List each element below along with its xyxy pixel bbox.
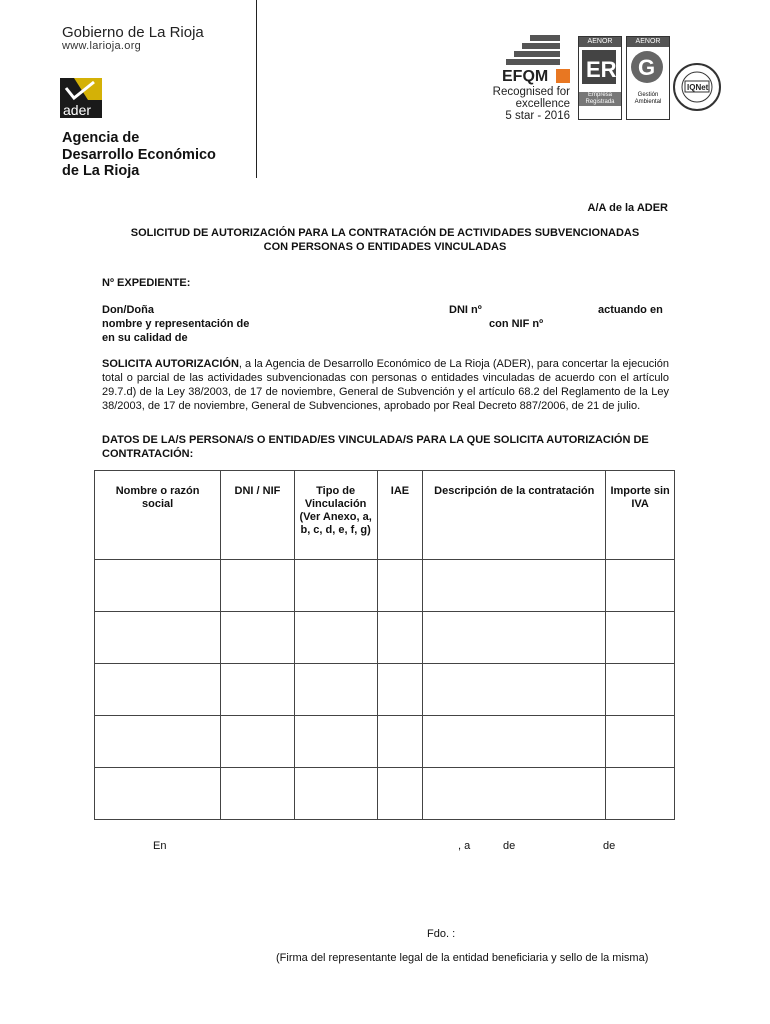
government-title: Gobierno de La Rioja [62,24,204,41]
col-descripcion: Descripción de la contratación [423,471,606,560]
request-lead: SOLICITA AUTORIZACIÓN [102,358,239,370]
don-dona-label: Don/Doña [102,304,154,316]
table-cell[interactable] [423,612,606,664]
table-cell[interactable] [423,664,606,716]
col-iae: IAE [377,471,423,560]
efqm-stars: 5 star - 2016 [505,110,570,122]
agency-line-3: de La Rioja [62,163,140,179]
table-cell[interactable] [377,612,423,664]
table-cell[interactable] [377,664,423,716]
table-cell[interactable] [221,612,295,664]
expediente-label: Nº EXPEDIENTE: [102,277,191,289]
svg-text:EFQM: EFQM [502,68,549,85]
addressee: A/A de la ADER [587,202,668,214]
table-cell[interactable] [606,768,675,820]
date-de-label-1: de [503,840,516,852]
col-importe: Importe sin IVA [606,471,675,560]
efqm-recognised: Recognised for excellence [492,86,570,110]
efqm-logo [502,35,572,85]
table-cell[interactable] [423,768,606,820]
header-divider [256,0,257,178]
title-line-2: CON PERSONAS O ENTIDADES VINCULADAS [263,241,507,253]
agency-line-1: Agencia de [62,130,140,146]
place-label: En [153,840,167,852]
table-cell[interactable] [294,768,377,820]
table-cell[interactable] [606,664,675,716]
aenor-ga-certificate: AENOR G Gestión Ambiental [626,36,670,120]
table-cell[interactable] [606,716,675,768]
svg-text:ER: ER [586,57,617,82]
er-icon [579,47,619,87]
table-cell[interactable] [294,612,377,664]
table-cell[interactable] [423,716,606,768]
request-body: , a la Agencia de Desarrollo Económico de La Rioja (ADER), para concertar la ejecución total o parcial de las actividades subvencionadas con personas o entidades vinculadas de acuerdo con el artículo 29.7.d) de la Ley 38/2003, de 17 de noviembre, General de Subvención y el artículo 68.2 del Reglamento de la Ley 38/2003, de 17 de noviembre, General de Subvenciones, aprobado por Real Decreto 887/2006, de 21 de julio. [102,358,669,412]
table-cell[interactable] [95,612,221,664]
table-row [95,560,675,612]
agency-name [62,130,216,180]
dni-label: DNI nº [449,304,482,316]
nombre-representacion-label: nombre y representación de [102,318,250,330]
table-cell[interactable] [95,768,221,820]
agency-line-2: Desarrollo Económico [62,146,216,163]
document-title [100,226,670,254]
table-cell[interactable] [377,768,423,820]
table-cell[interactable] [423,560,606,612]
table-cell[interactable] [95,664,221,716]
date-comma-label: , a [458,840,471,852]
table-header-row [95,471,675,560]
table-cell[interactable] [377,716,423,768]
government-url: www.larioja.org [62,40,142,52]
date-de-label-2: de [603,840,616,852]
table-cell[interactable] [606,612,675,664]
svg-text:IQNet: IQNet [687,83,709,92]
table-row [95,768,675,820]
table-cell[interactable] [221,716,295,768]
col-tipo-vinculacion: Tipo de Vinculación (Ver Anexo, a, b, c, d, e, f, g) [294,471,377,560]
signature-fdo-label: Fdo. : [427,928,456,940]
efqm-tagline [436,86,570,122]
table-cell[interactable] [221,664,295,716]
svg-text:ader: ader [63,102,92,118]
aenor-er-certificate: AENOR ER Empresa Registrada [578,36,622,120]
table-cell[interactable] [294,716,377,768]
table-cell[interactable] [377,560,423,612]
table-cell[interactable] [294,560,377,612]
leaf-icon [627,47,667,87]
table-cell[interactable] [606,560,675,612]
table-row [95,716,675,768]
iqnet-seal [672,62,722,112]
actuando-label: actuando en [598,304,663,316]
signature-note: (Firma del representante legal de la entidad beneficiaria y sello de la misma) [276,952,649,964]
table-cell[interactable] [294,664,377,716]
svg-text:G: G [638,55,656,80]
linked-entities-table [94,470,675,820]
ader-logo [60,78,102,118]
request-paragraph [102,357,669,413]
title-line-1: SOLICITUD DE AUTORIZACIÓN PARA LA CONTRATACIÓN DE ACTIVIDADES SUBVENCIONADAS [130,227,640,239]
table-row [95,612,675,664]
section-title: DATOS DE LA/S PERSONA/S O ENTIDAD/ES VINCULADA/S PARA LA QUE SOLICITA AUTORIZACIÓN DE CONTRATACIÓN: [102,434,649,460]
table-cell[interactable] [95,716,221,768]
table-row [95,664,675,716]
col-nombre: Nombre o razón social [95,471,221,560]
calidad-label: en su calidad de [102,332,188,344]
table-cell[interactable] [221,560,295,612]
table-cell[interactable] [221,768,295,820]
table-cell[interactable] [95,560,221,612]
col-dni-nif: DNI / NIF [221,471,295,560]
nif-label: con NIF nº [489,318,544,330]
